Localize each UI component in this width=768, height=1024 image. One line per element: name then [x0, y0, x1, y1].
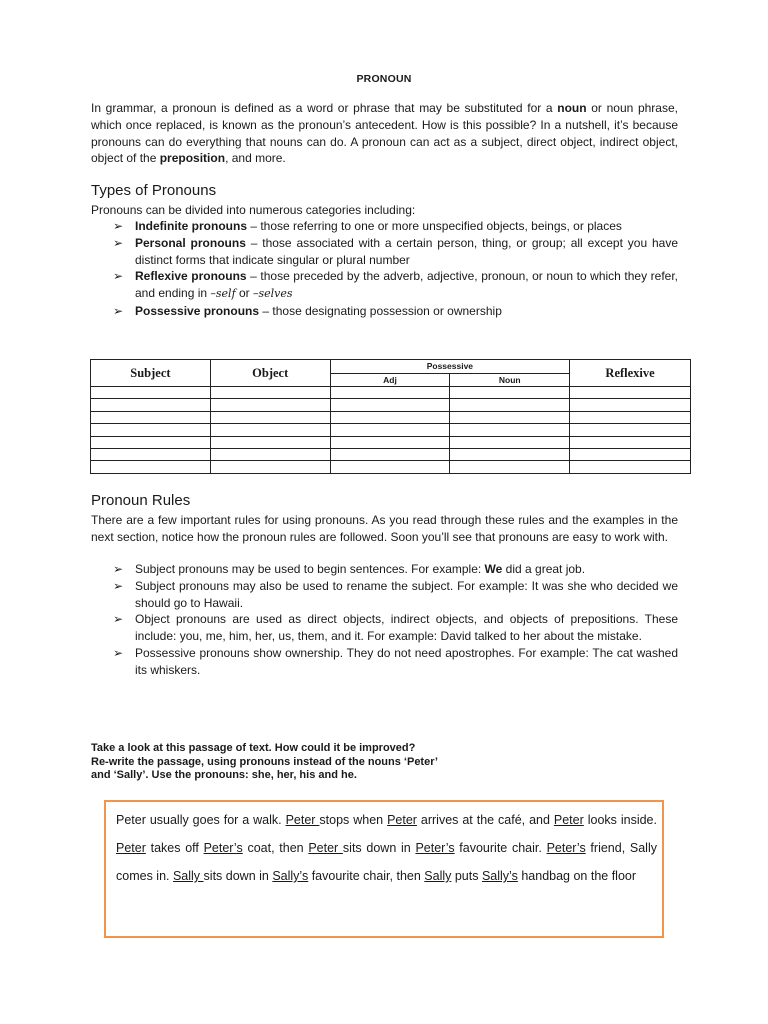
table-row [91, 424, 691, 436]
table-cell[interactable] [450, 411, 570, 423]
col-possessive: Possessive [330, 360, 570, 374]
table-cell[interactable] [570, 387, 691, 399]
table-cell[interactable] [570, 436, 691, 448]
table-row [91, 448, 691, 460]
table-row [91, 399, 691, 411]
table-cell[interactable] [210, 461, 330, 473]
task-line: Take a look at this passage of text. How could it be improved? [91, 742, 416, 754]
col-noun: Noun [450, 373, 570, 387]
col-object: Object [210, 360, 330, 387]
table-cell[interactable] [570, 411, 691, 423]
table-cell[interactable] [330, 387, 450, 399]
rules-intro: There are a few important rules for using pronouns. As you read through these rules and the examples in the next section, notice how the pronoun rules are followed. Soon you’ll see that pronouns are easy to work with. [91, 513, 678, 544]
list-item [91, 235, 678, 269]
task-line: and ‘Sally’. Use the pronouns: she, her, his and he. [91, 769, 357, 781]
table-cell[interactable] [91, 424, 211, 436]
table-cell[interactable] [330, 448, 450, 460]
intro-bold-preposition: preposition [159, 151, 226, 166]
table-cell[interactable] [91, 399, 211, 411]
list-item [91, 561, 678, 578]
rule-tail: did a great job. [502, 562, 586, 576]
passage-text: Peter usually goes for a walk. Peter stops when Peter arrives at the café, and Peter looks inside. Peter takes off Peter’s coat, then Peter sits down in Peter’s favourite chair. Peter’s friend, Sally comes in. Sally sits down in Sally’s favourite chair, then Sally puts Sally’s handbag on the floor [116, 813, 657, 883]
rules-list [91, 561, 678, 679]
term-desc: – those preceded by the adverb, adjective, pronoun, or noun to which they refer, and ending in [135, 269, 679, 301]
term: Possessive pronouns [135, 303, 260, 318]
table-cell[interactable] [210, 448, 330, 460]
list-item [91, 645, 678, 679]
table-cell[interactable] [570, 424, 691, 436]
page-title: PRONOUN [356, 73, 412, 85]
intro-paragraph [91, 100, 678, 167]
intro-text-1: In grammar, a pronoun is defined as a word or phrase that may be substituted for a [91, 101, 558, 115]
suffix-selves: –selves [253, 287, 293, 301]
table-cell[interactable] [210, 399, 330, 411]
table-cell[interactable] [450, 448, 570, 460]
table-cell[interactable] [330, 461, 450, 473]
intro-text-3: , and more. [225, 151, 286, 166]
table-cell[interactable] [91, 461, 211, 473]
table-cell[interactable] [330, 399, 450, 411]
term-desc-or: or [235, 286, 253, 301]
list-item [91, 303, 678, 320]
types-heading: Types of Pronouns [91, 182, 217, 199]
col-reflexive: Reflexive [570, 360, 691, 387]
rules-heading: Pronoun Rules [91, 492, 191, 509]
list-item [91, 268, 678, 303]
arrow-bullet-icon: ➢ [113, 235, 124, 250]
arrow-bullet-icon: ➢ [113, 645, 124, 660]
table-cell[interactable] [450, 424, 570, 436]
table-cell[interactable] [450, 436, 570, 448]
table-cell[interactable] [210, 436, 330, 448]
table-row [91, 436, 691, 448]
term: Reflexive pronouns [135, 269, 247, 284]
table-cell[interactable] [330, 436, 450, 448]
table-cell[interactable] [330, 424, 450, 436]
table-cell[interactable] [91, 411, 211, 423]
passage-box [104, 800, 664, 938]
arrow-bullet-icon: ➢ [113, 219, 124, 233]
col-adj: Adj [330, 373, 450, 387]
table-cell[interactable] [210, 411, 330, 423]
suffix-self: –self [210, 287, 236, 301]
intro-bold-noun: noun [557, 101, 587, 115]
table-cell[interactable] [570, 399, 691, 411]
types-intro: Pronouns can be divided into numerous categories including: [91, 203, 416, 217]
table-cell[interactable] [91, 448, 211, 460]
term: Indefinite pronouns [135, 219, 247, 233]
rule-text: Possessive pronouns show ownership. They do not need apostrophes. For example: The cat washed its whiskers. [135, 645, 678, 677]
arrow-bullet-icon: ➢ [113, 612, 124, 627]
table-cell[interactable] [91, 436, 211, 448]
arrow-bullet-icon: ➢ [113, 303, 124, 318]
table-cell[interactable] [91, 387, 211, 399]
table-cell[interactable] [570, 461, 691, 473]
table-cell[interactable] [210, 424, 330, 436]
arrow-bullet-icon: ➢ [113, 269, 124, 284]
rule-text: Subject pronouns may also be used to rename the subject. For example: It was she who decided we should go to Hawaii. [135, 578, 678, 610]
term-desc: – those associated with a certain person, thing, or group; all except you have distinct forms that indicate singular or plural number [135, 235, 678, 267]
term-desc: – those referring to one or more unspecified objects, beings, or places [247, 219, 622, 233]
col-subject: Subject [91, 360, 211, 387]
list-item [91, 578, 678, 612]
table-row [91, 461, 691, 473]
rule-text: Subject pronouns may be used to begin sentences. For example: [135, 562, 485, 576]
table-cell[interactable] [210, 387, 330, 399]
arrow-bullet-icon: ➢ [113, 578, 124, 593]
arrow-bullet-icon: ➢ [113, 562, 124, 576]
task-line: Re-write the passage, using pronouns instead of the nouns ‘Peter’ [91, 755, 438, 768]
intro-text-2: or noun phrase, which once replaced, is known as the pronoun’s antecedent. How is this possible? In a nutshell, it’s because pronouns can do everything that nouns can do. A pronoun can act as a subject, direct object, indirect object, object of the [91, 101, 678, 166]
table-cell[interactable] [570, 448, 691, 460]
rule-text: Object pronouns are used as direct objects, indirect objects, and objects of prepositions. These include: you, me, him, her, us, them, and it. For example: David talked to her about the mistake. [135, 612, 678, 644]
list-item [91, 611, 678, 645]
term-desc: – those designating possession or ownership [259, 303, 502, 318]
rule-bold: We [484, 562, 503, 576]
table-cell[interactable] [450, 399, 570, 411]
task-instructions [91, 742, 678, 783]
list-item [91, 218, 678, 235]
pronoun-table [90, 359, 691, 474]
table-cell[interactable] [330, 411, 450, 423]
types-list [91, 218, 678, 320]
table-cell[interactable] [450, 461, 570, 473]
table-row [91, 411, 691, 423]
table-row [91, 387, 691, 399]
table-cell[interactable] [450, 387, 570, 399]
term: Personal pronouns [135, 235, 246, 250]
